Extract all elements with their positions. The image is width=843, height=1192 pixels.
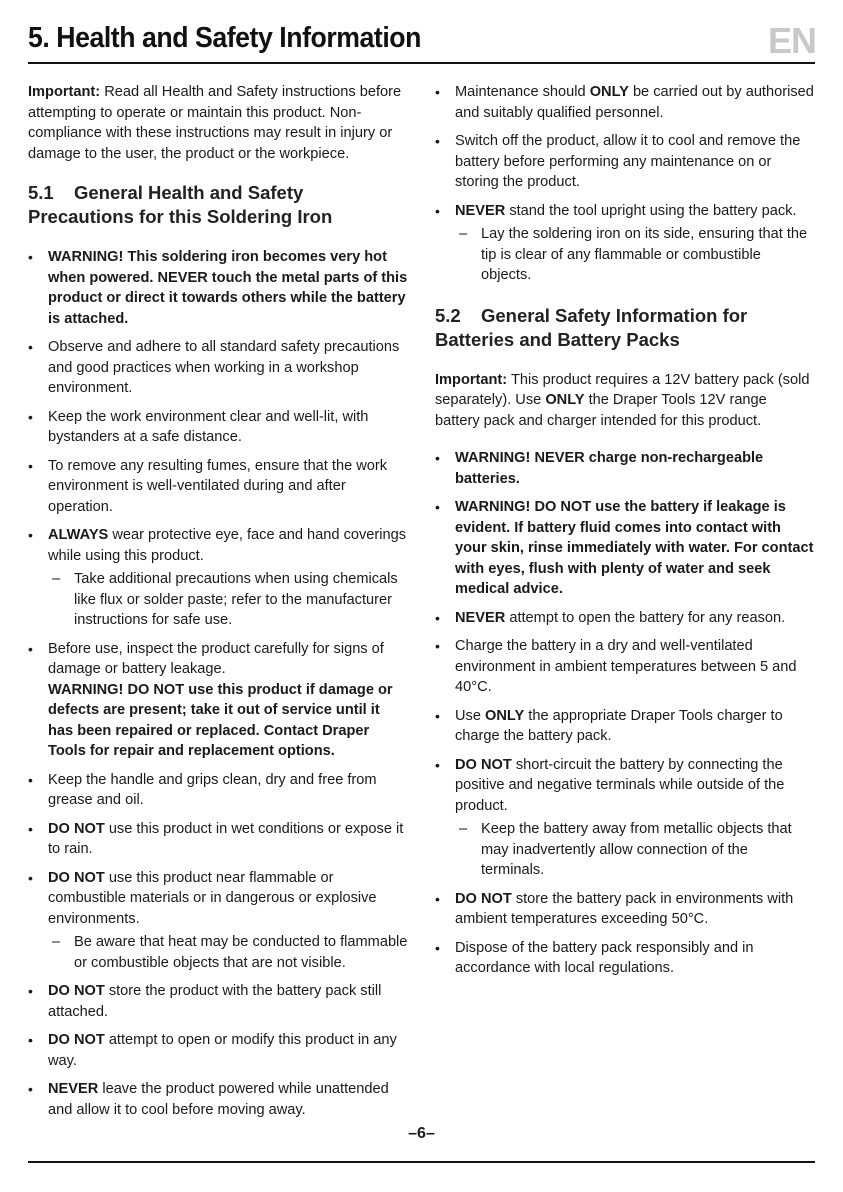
list-item (435, 82, 815, 123)
intro-lead: Important: (435, 371, 508, 388)
list-item (435, 497, 815, 600)
list-item (28, 981, 408, 1022)
intro-emphasis: ONLY (545, 392, 585, 408)
item-emphasis: NEVER (455, 202, 506, 219)
item-emphasis: DO NOT (48, 983, 105, 999)
list-item (435, 889, 815, 930)
page-title: 5. Health and Safety Information (28, 22, 421, 54)
item-text: Keep the work environment clear and well-lit, with bystanders at a safe distance. (48, 408, 369, 445)
item-emphasis: DO NOT (48, 1032, 105, 1048)
item-text: Maintenance should (455, 84, 590, 100)
list-item (28, 770, 408, 811)
intro-text: This product requires a 12V battery pack (sold separately). Use (435, 371, 810, 408)
sub-item: – Take additional precautions when using chemicals like flux or solder paste; refer to the manufacturer instructions for safe use. (48, 569, 408, 631)
section-heading-5-2 (435, 304, 815, 352)
list-item (28, 868, 408, 974)
list-item (28, 1030, 408, 1071)
section-number: 5.2 (435, 304, 461, 326)
item-emphasis: NEVER (48, 1081, 99, 1097)
warning-text: WARNING! DO NOT use the battery if leakage is evident. If battery fluid comes into contact with your skin, rinse immediately with water. For contact with eyes, flush with plenty of water and seek medical advice. (455, 499, 814, 597)
battery-list (435, 448, 815, 979)
sub-list (455, 819, 815, 881)
sub-list (48, 932, 408, 973)
item-text: attempt to open the battery for any reason. (505, 609, 786, 626)
item-emphasis: ALWAYS (48, 527, 109, 543)
left-column (28, 82, 408, 1128)
list-item (435, 608, 815, 629)
section-number: 5.1 (28, 182, 54, 203)
list-item (435, 636, 815, 698)
item-emphasis: ONLY (589, 84, 629, 100)
item-text: Use (455, 707, 486, 724)
item-text: use this product in wet conditions or expose it to rain. (48, 820, 404, 857)
intro-text: the Draper Tools 12V range battery pack and charger intended for this product. (435, 392, 767, 429)
sub-item: – Keep the battery away from metallic objects that may inadvertently allow connection of the terminals. (455, 819, 815, 881)
list-item (28, 525, 408, 631)
item-emphasis: NEVER (455, 609, 506, 626)
section-title: General Safety Information for Batteries and Battery Packs (435, 304, 748, 350)
item-text: store the battery pack in environments with ambient temperatures exceeding 50°C. (455, 890, 794, 927)
item-emphasis: ONLY (485, 707, 525, 724)
item-text: Observe and adhere to all standard safety precautions and good practices when working in a workshop environment. (48, 339, 400, 396)
section-heading-5-1 (28, 181, 408, 229)
item-text: wear protective eye, face and hand coverings while using this product. (48, 527, 407, 564)
item-text: the appropriate Draper Tools charger to charge the battery pack. (455, 707, 783, 744)
warning-text: WARNING! DO NOT use this product if damage or defects are present; take it out of service until it has been repaired or replaced. Contact Draper Tools for repair and replacement options. (48, 681, 393, 759)
sub-item: – Lay the soldering iron on its side, ensuring that the tip is clear of any flammable or combustible objects. (455, 224, 815, 286)
list-item (28, 456, 408, 518)
list-item (28, 819, 408, 860)
list-item (28, 407, 408, 448)
battery-intro-paragraph (435, 370, 815, 432)
page-number: –6– (408, 1125, 435, 1142)
item-text: short-circuit the battery by connecting the positive and negative terminals while outside of the product. (455, 756, 785, 814)
language-badge: EN (767, 20, 816, 61)
sub-list (48, 569, 408, 631)
item-emphasis: DO NOT (455, 756, 512, 773)
right-column (435, 82, 815, 987)
intro-text: Read all Health and Safety instructions before attempting to operate or maintain this product. Non-compliance with these instructions may result in injury or damage to the user, the product or the workpiece. (28, 84, 402, 162)
footer-rule (28, 1161, 815, 1163)
list-item (435, 938, 815, 979)
list-item (28, 639, 408, 762)
warning-text: WARNING! This soldering iron becomes very hot when powered. NEVER touch the metal parts of this product or direct it towards others while the battery is attached. (48, 249, 408, 327)
warning-text: WARNING! NEVER charge non-rechargeable batteries. (455, 450, 764, 487)
list-item (28, 247, 408, 329)
item-emphasis: DO NOT (48, 820, 105, 837)
item-text: Dispose of the battery pack responsibly and in accordance with local regulations. (455, 939, 754, 976)
header-rule (28, 62, 815, 64)
list-item (435, 131, 815, 193)
item-text: Before use, inspect the product carefully for signs of damage or battery leakage. (48, 640, 384, 677)
intro-paragraph (28, 82, 408, 164)
item-emphasis: DO NOT (48, 869, 105, 886)
item-text: store the product with the battery pack still attached. (48, 983, 382, 1020)
maintenance-list (435, 82, 815, 286)
item-text: leave the product powered while unattended and allow it to cool before moving away. (48, 1081, 389, 1118)
list-item (435, 755, 815, 881)
intro-lead: Important: (28, 84, 101, 100)
item-text: stand the tool upright using the battery pack. (505, 202, 797, 219)
list-item (435, 201, 815, 286)
item-text: To remove any resulting fumes, ensure that the work environment is well-ventilated during and after operation. (48, 457, 388, 515)
list-item (435, 706, 815, 747)
item-emphasis: DO NOT (455, 890, 512, 907)
item-text: Switch off the product, allow it to cool and remove the battery before performing any maintenance on or storing the product. (455, 133, 801, 190)
precautions-list (28, 247, 408, 1120)
item-text: Charge the battery in a dry and well-ventilated environment in ambient temperatures between 5 and 40°C. (455, 638, 797, 695)
section-title: General Health and Safety Precautions for this Soldering Iron (28, 182, 333, 227)
sub-list (455, 224, 815, 286)
list-item (435, 448, 815, 489)
list-item (28, 337, 408, 399)
item-text: use this product near flammable or combustible materials or in dangerous or explosive environments. (48, 869, 377, 927)
item-text: be carried out by authorised and suitably qualified personnel. (455, 84, 814, 121)
list-item (28, 1079, 408, 1120)
item-text: Keep the handle and grips clean, dry and free from grease and oil. (48, 771, 377, 808)
sub-item: – Be aware that heat may be conducted to flammable or combustible objects that are not visible. (48, 932, 408, 973)
item-text: attempt to open or modify this product in any way. (48, 1032, 397, 1069)
spacer (435, 294, 815, 304)
